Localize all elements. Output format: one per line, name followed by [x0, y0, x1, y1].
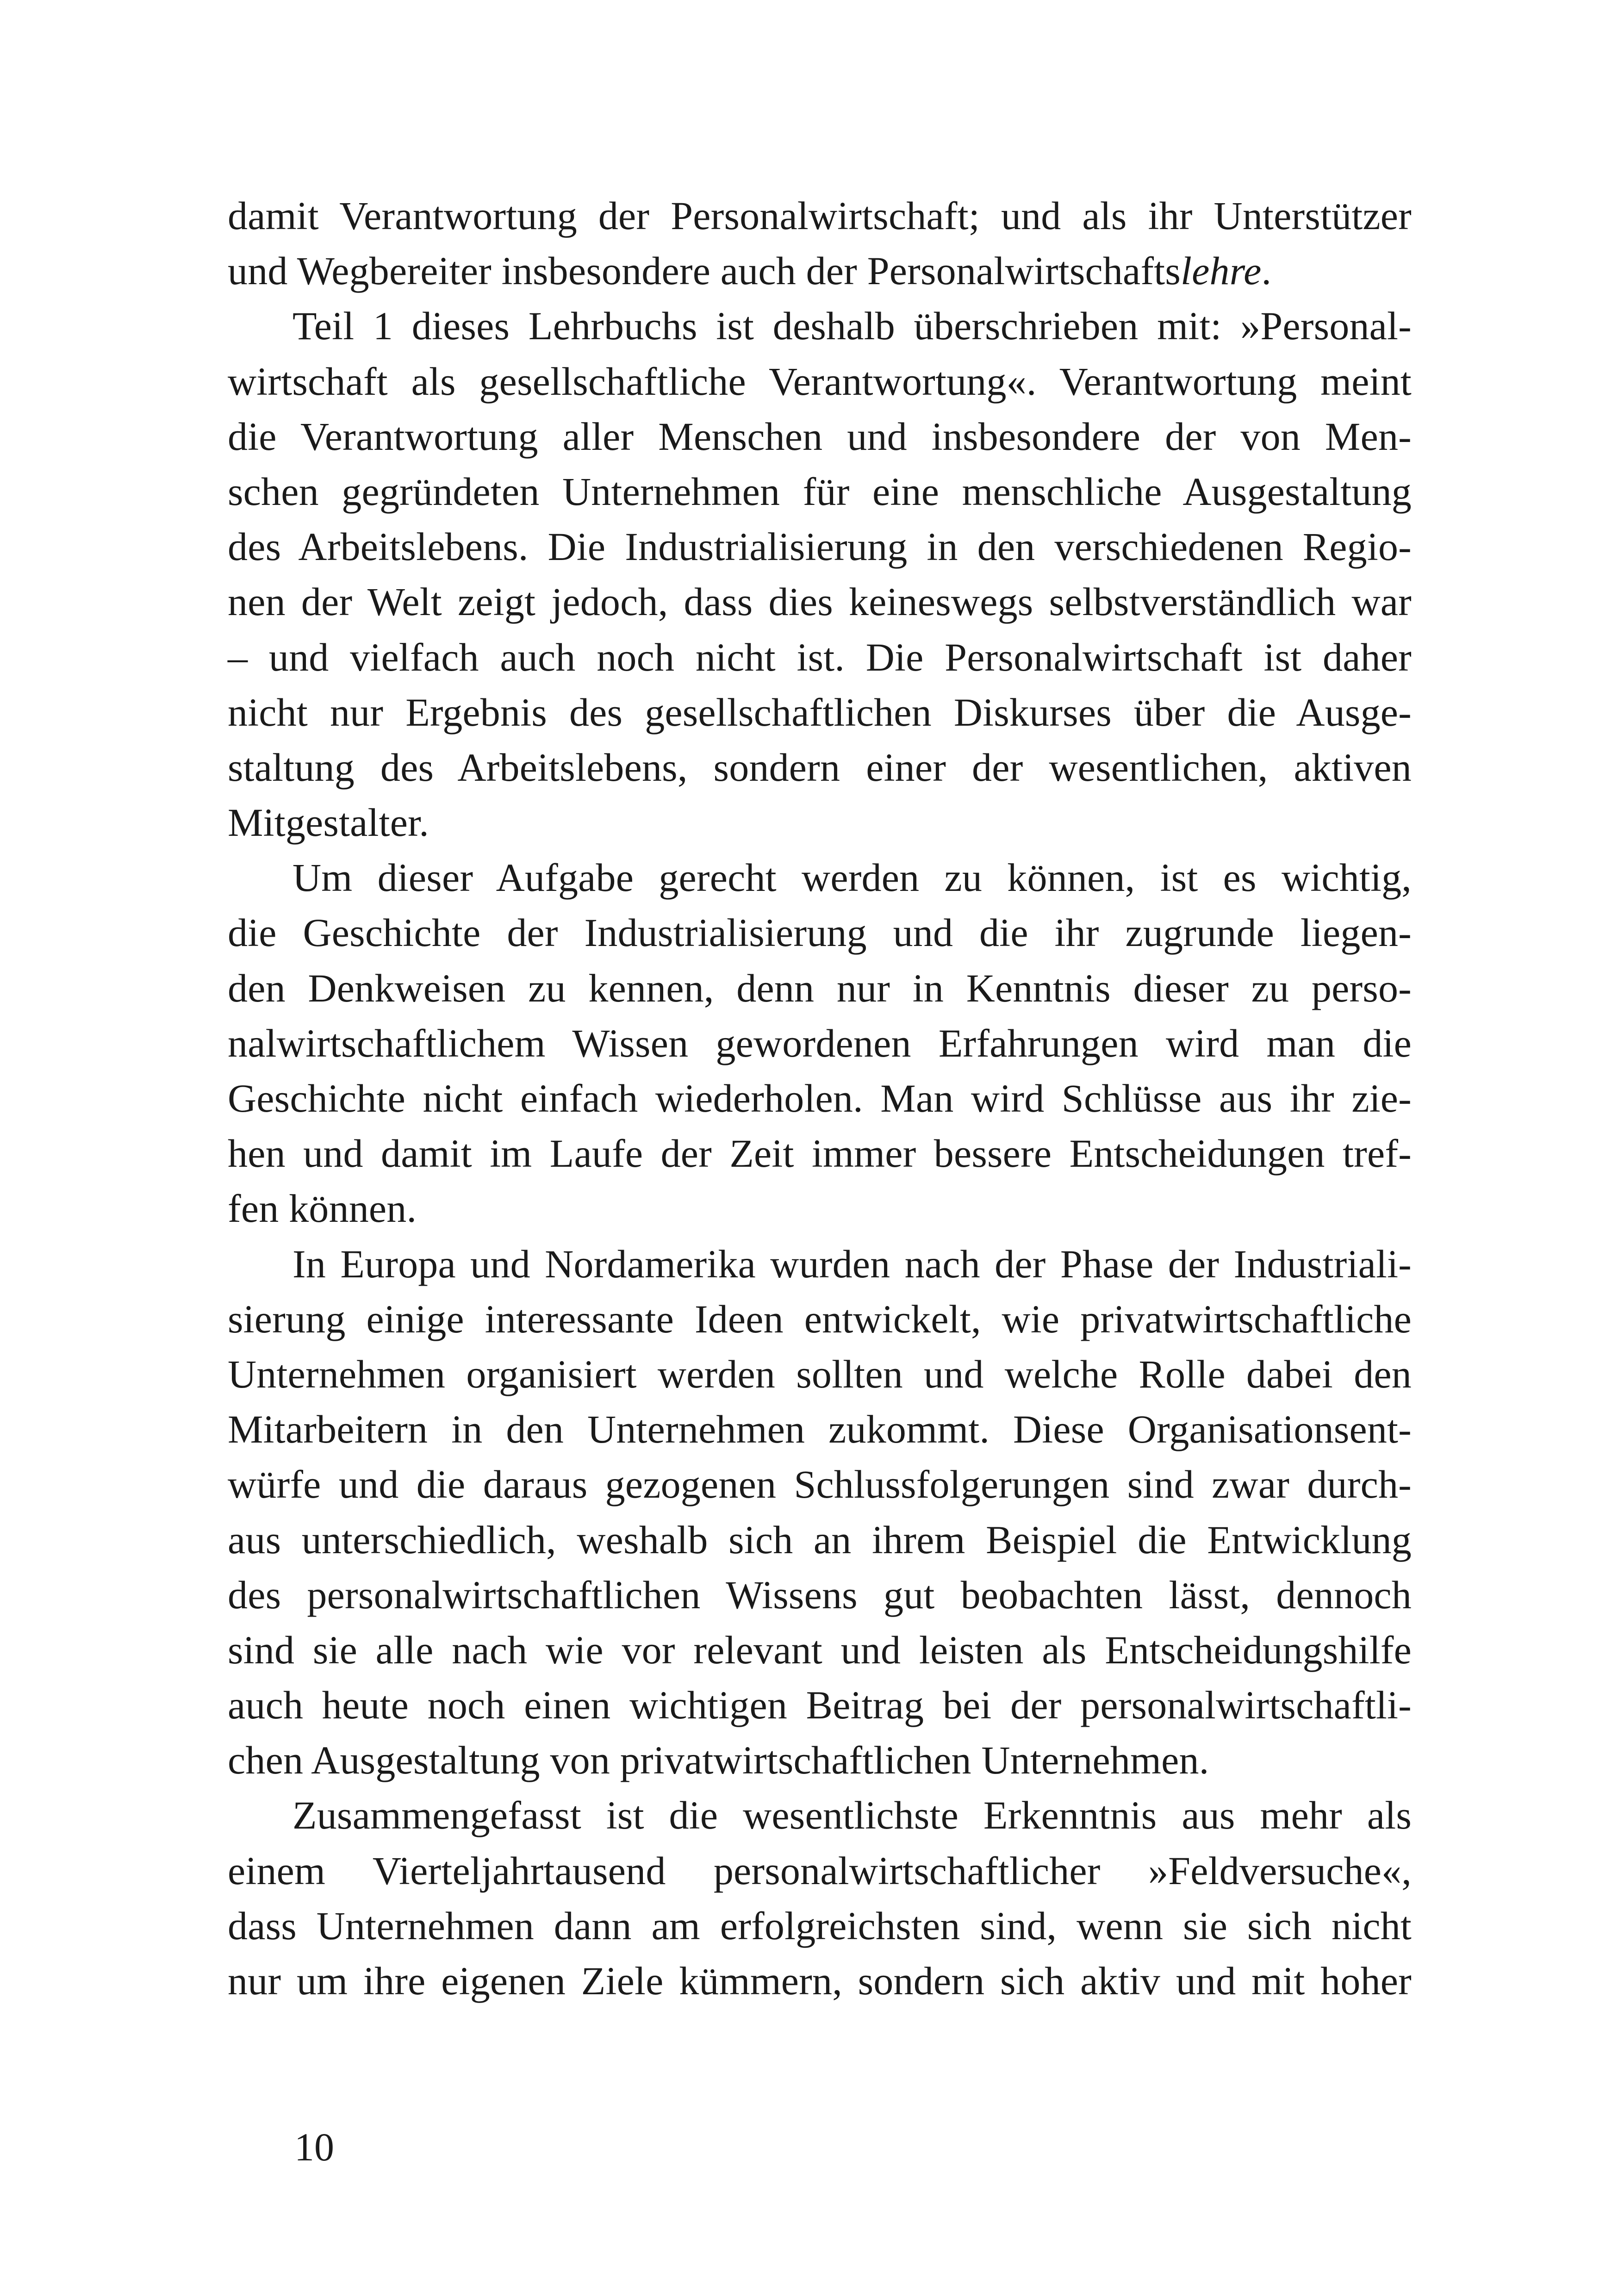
text-line: Mitarbeitern in den Unternehmen zukommt. Diese Organisationsent- — [228, 1407, 1412, 1452]
page-number: 10 — [294, 2125, 334, 2169]
text-line: die Geschichte der Industrialisierung und die ihr zugrunde liegen- — [228, 910, 1412, 955]
text-line: In Europa und Nordamerika wurden nach der Phase der Industriali- — [292, 1241, 1412, 1286]
text-line: Zusammengefasst ist die wesentlichste Erkenntnis aus mehr als — [292, 1793, 1412, 1838]
text-line: fen können. — [228, 1186, 417, 1231]
text-line: chen Ausgestaltung von privatwirtschaftlichen Unternehmen. — [228, 1738, 1209, 1783]
text-line: sierung einige interessante Ideen entwickelt, wie privatwirtschaftliche — [228, 1296, 1412, 1341]
text-line: Um dieser Aufgabe gerecht werden zu können, ist es wichtig, — [292, 855, 1412, 900]
text-line: nur um ihre eigenen Ziele kümmern, sondern sich aktiv und mit hoher — [228, 1959, 1412, 2003]
text-line: schen gegründeten Unternehmen für eine menschliche Ausgestaltung — [228, 469, 1412, 514]
body-text — [228, 188, 1412, 2009]
italic-emphasis: lehre — [1181, 249, 1262, 293]
text-line: wirtschaft als gesellschaftliche Verantwortung«. Verantwortung meint — [228, 359, 1412, 404]
text-line: die Verantwortung aller Menschen und insbesondere der von Men- — [228, 414, 1412, 459]
text-line: dass Unternehmen dann am erfolgreichsten sind, wenn sie sich nicht — [228, 1903, 1412, 1948]
text-line: würfe und die daraus gezogenen Schlussfolgerungen sind zwar durch- — [228, 1462, 1412, 1507]
text-line: – und vielfach auch noch nicht ist. Die Personalwirtschaft ist daher — [228, 635, 1412, 679]
text-line: des Arbeitslebens. Die Industrialisierung in den verschiedenen Regio- — [228, 524, 1412, 569]
text-line: hen und damit im Laufe der Zeit immer bessere Entscheidungen tref- — [228, 1131, 1412, 1176]
text-line: einem Vierteljahrtausend personalwirtschaftlicher »Feldversuche«, — [228, 1848, 1412, 1893]
text-line: Geschichte nicht einfach wiederholen. Man wird Schlüsse aus ihr zie- — [228, 1076, 1412, 1120]
text-line: Mitgestalter. — [228, 800, 429, 845]
text-line: aus unterschiedlich, weshalb sich an ihrem Beispiel die Entwicklung — [228, 1517, 1412, 1562]
text-line: sind sie alle nach wie vor relevant und leisten als Entscheidungshilfe — [228, 1627, 1412, 1672]
text-line: und Wegbereiter insbesondere auch der Personalwirtschaftslehre. — [228, 249, 1272, 293]
text-line: staltung des Arbeitslebens, sondern einer der wesentlichen, aktiven — [228, 745, 1412, 790]
text-line: den Denkweisen zu kennen, denn nur in Kenntnis dieser zu perso- — [228, 965, 1412, 1010]
text-line: damit Verantwortung der Personalwirtschaft; und als ihr Unterstützer — [228, 193, 1412, 238]
text-line: Unternehmen organisiert werden sollten und welche Rolle dabei den — [228, 1351, 1412, 1396]
text-line: nicht nur Ergebnis des gesellschaftlichen Diskurses über die Ausge- — [228, 690, 1412, 734]
punctuation: . — [1261, 249, 1272, 293]
text-line: Teil 1 dieses Lehrbuchs ist deshalb überschrieben mit: »Personal- — [292, 304, 1412, 348]
text-line: nen der Welt zeigt jedoch, dass dies keineswegs selbstverständlich war — [228, 579, 1412, 624]
text-line: des personalwirtschaftlichen Wissens gut beobachten lässt, dennoch — [228, 1572, 1412, 1617]
text-line: auch heute noch einen wichtigen Beitrag bei der personalwirtschaftli- — [228, 1683, 1412, 1728]
text-line: nalwirtschaftlichem Wissen gewordenen Erfahrungen wird man die — [228, 1020, 1412, 1065]
